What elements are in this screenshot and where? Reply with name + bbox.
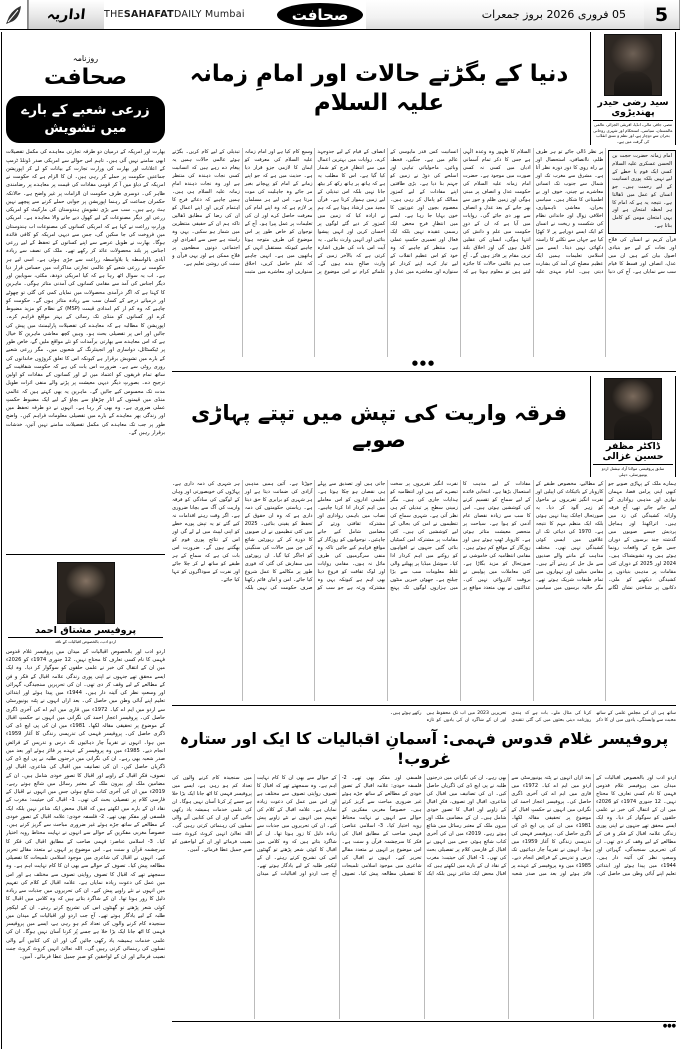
article-third	[172, 710, 676, 1045]
article-main-byline	[590, 32, 676, 145]
author-portrait	[604, 34, 662, 96]
section-label-text: اداریہ	[46, 6, 87, 23]
author-description: مصر، جافر، مالی، انڈیا، افریقی الجزائر، عالمی عالمستان، سیاسی، استحکام اور شہری روحانی بحران سے دوچار ہے، اور نظم و نسق انقلاب کی گرفت میں ہے۔	[593, 121, 673, 145]
english-title	[104, 0, 274, 29]
editorial-brand: صحافت	[43, 65, 128, 90]
pull-quote-box: امام زمانہ حضرت حجت بن الحسن عسکری علیہ السلام کسی ایک قوم یا خطے کے لیے نہیں بلکہ پوری انسانیت کے لیے رحمت ہیں۔ جو انسان کو عمل میں ڈھالتا ہے۔ نتیجہ یہ ہے کہ امام کا ہر لحظہ امتحان ہے اور یہی امتحان مومن کو کامل بناتا ہے۔	[608, 150, 676, 234]
page-body	[0, 30, 680, 1049]
article-second-byline	[590, 376, 676, 477]
sahafat-logo	[274, 0, 366, 29]
article-main	[172, 32, 676, 372]
english-title-pre: THE	[104, 9, 124, 20]
sahafat-logo-text: صحافت	[277, 3, 363, 27]
article-third-pre-strip: ساتھ ہی ان کی مجلسِ علمی کے ساتھ محبت سے وابستگی، یادوں میں ان کا ذکر کرنا کی مثال ملے۔ بات ہے کہ ہندی روزنامہ دینی بحثوں میں کی گئی تنقیدی تحریریں 2023 میں اب تک محفوظ ہیں اور ان کے شاگرد ان کی یادوں کو تازہ رکھے ہوئے ہیں۔	[390, 711, 676, 724]
editorial-headline: زرعی شعبے کے بارے میں تشویش	[6, 96, 165, 143]
main-column	[169, 32, 679, 1049]
article-third-header	[172, 727, 676, 771]
article-third-byline	[6, 560, 165, 645]
editorial-continued-body: اردو ادب اور بالخصوص اقبالیات کے میدان میں پروفیسر غلام قدوس فہمی کا نام کسی تعارف کا محتاج نہیں۔ 12 جنوری 1974ء کو 2026ء میں ان کے انتقال کی خبر نے علمی حلقوں کو سوگوار کر دیا۔ وہ ایک ایسے محقق تھے جنہوں نے اپنی پوری زندگی علامہ اقبال کے فکر و فن کے مطالعے کے لیے وقف کر دی تھی۔ ان کی تحریریں سنجیدگی، گہرائی اور وسعتِ نظر کی آئینہ دار ہیں۔ 1944ء میں پیدا ہوئے اور ابتدائی تعلیم اپنے آبائی وطن میں حاصل کی۔ بعد ازاں انہوں نے پٹنہ یونیورسٹی سے اردو میں ایم اے کیا۔ 1972ء میں قاری میں ایم اے کی آخری ڈگری حاصل کی۔ پروفیسر اعجاز احمد کی نگرانی میں انہوں نے حکمتِ اقبال کے موضوع پر تحقیقی مقالہ لکھا۔ 1981ء میں ان کی پی ایچ ڈی کی ڈگری حاصل کی۔ پروفیسر فہمی کی تدریسی زندگی کا آغاز 1959ء میں ہوا۔ انہوں نے تقریباً چار دہائیوں تک درس و تدریس کے فرائض انجام دیے۔ 1985ء میں وہ پروفیسر کے عہدے پر فائز ہوئے اور بعد میں صدر شعبہ بھی رہے۔ ان کی نگرانی میں درجنوں طلبہ نے پی ایچ ڈی کی ڈگریاں حاصل کیں۔ ان کی تصانیف میں اقبال کی شاعری، اقبال اور تصوف، فکرِ اقبال کے زاویے اور اقبال کا تصورِ خودی شامل ہیں۔ ان کے مضامین ملک اور بیرون ملک کے معتبر رسائل میں شائع ہوتے رہے۔ 2019ء میں ان کی آخری کتاب شائع ہوئی جس میں انہوں نے اقبال کے فارسی کلام پر تفصیلی بحث کی تھی۔ 1- اقبال کی حیثیت: مغرب کے نقاد ان کے بارے میں لکھتے ہیں کہ اقبال محض ایک شاعر نہیں بلکہ ایک فلسفی اور مفکر بھی تھے۔ 2- فلسفہ خودی: علامہ اقبال کے تصورِ خودی کے مطالعے کے ساتھ جڑے ہوئے غیر ضروری مباحث سے گریز کرتے ہیں۔ خصوصاً مغربی مفکرین کے حوالے سے انہوں نے نہایت محتاط رویہ اختیار کیا۔ 3- اسلامی عناصر: فہمی صاحب کے مطابق اقبال کی فکر کا سرچشمہ قرآن و سنت ہے۔ اس موضوع پر انہوں نے متعدد مقالے تحریر کیے۔ انہوں نے اقبال کی شاعری میں موجود اسلامی تلمیحات کا تفصیلی مطالعہ پیش کیا۔ تصوف کے حوالے سے بھی ان کا کام نہایت اہم ہے۔ وہ سمجھتے تھے کہ اقبال کا تصوف روایتی تصوف سے مختلف ہے اور اس میں عمل کی دعوت زیادہ نمایاں ہے۔ علامہ اقبال کے کلام کی تفہیم میں انہوں نے نئے زاویے پیش کیے۔ ان کی تحریروں میں جذبات سے زیادہ دلیل کا زور ہوتا تھا۔ ان کے شاگرد بتاتے ہیں کہ وہ کلاس میں اقبال کا کوئی شعر پڑھتے تو گھنٹوں اس کی تشریح کرتے رہتے۔ ان کے لیکچر طلبہ کے لیے یادگار ہوتے تھے۔ آج جب اردو اور اقبالیات کے میدان میں سنجیدہ کام کرنے والوں کی تعداد کم ہو رہی ہے، ایسے میں پروفیسر فہمی کا اٹھ جانا ایک بڑا خلا ہے جسے پُر کرنا آسان نہیں ہوگا۔ ان کی علمی خدمات ہمیشہ یاد رکھی جائیں گی اور ان کی کتابیں آنے والی نسلوں کی رہنمائی کرتی رہیں گی۔ اللہ تعالیٰ انہیں کروٹ کروٹ جنت نصیب فرمائے اور ان کے لواحقین کو صبرِ جمیل عطا فرمائے۔ آمین۔	[6, 648, 165, 961]
article-third-footer-mark: ●●●	[662, 1023, 676, 1030]
article-main-body	[172, 148, 676, 357]
author-description: سابق پروفیسر، مولانا آزاد نیشنل اردو یونیورسٹی، دہلی	[601, 465, 665, 477]
article-main-title: دنیا کے بگڑتے حالات اور امامِ زمانہ علیہ السلام	[189, 60, 569, 116]
article-main-text: قرآن کریم نے انسان کی فلاح اور نجات کے لیے جو بنیادی اصول بیان کیے ہیں ان میں عدل، انصاف اور قسط کا قیام سب سے نمایاں ہے۔ آج کی دنیا پر نظر ڈالی جائے تو ہر طرف ظلم، ناانصافی، استحصال اور بے راہ روی کا دور دورہ نظر آتا ہے۔ مشرق سے مغرب تک اور شمال سے جنوب تک انسانی معاشرے بے چینی، خوف اور بے اطمینانی کا شکار ہیں۔ سیاسی بحران، معاشی ناہمواری، اخلاقی زوال اور خاندانی نظام کی شکست و ریخت نے انسان کو ایک ایسے دوراہے پر لا کھڑا کیا ہے جہاں سے نکلنے کا راستہ دکھائی نہیں دیتا۔ ایسے میں اسلامی تعلیمات ہمیں ایک عظیم مصلح کی آمد کی بشارت دیتی ہیں۔ امام مہدی علیہ السلام کا ظہور وہ وعدہ الٰہی ہے جس کا ذکر تمام آسمانی ادیان میں کسی نہ کسی صورت میں موجود ہے۔ حضرت امام زمانہ علیہ السلام کی حکومت عدل و انصاف پر مبنی ہوگی اور زمین ظلم و جور سے بھر جانے کے بعد عدل و انصاف سے بھر دی جائے گی۔ روایات میں آیا ہے کہ ان کے دورِ حکومت میں علم و دانش کی انتہا ہوگی، انسان کی عقلیں کامل ہوں گی اور اخلاق بلند ترین مقام پر فائز ہوں گے۔ آج جب ہم عالمی حالات کا جائزہ لیتے ہیں تو معلوم ہوتا ہے کہ انسانیت کس قدر مایوسی کے عالم میں ہے۔ جنگیں، قحط، وبائیں، ماحولیاتی تباہی اور اسلحے کی دوڑ نے زمین کو جہنم بنا دیا ہے۔ بڑی طاقتیں اپنے مفادات کے لیے کمزور ممالک کو پامال کر رہی ہیں۔ معصوم بچوں اور عورتوں کا خون بہایا جا رہا ہے۔ ایسے میں انتظارِ فرج محض ایک رسمی عقیدہ نہیں بلکہ ایک فعال اور تعمیری حکمتِ عملی ہے۔ منتظر کو چاہیے کہ وہ خود کو اس عظیم انقلاب کے لیے تیار کرے، اپنے کردار کو سنوارے اور معاشرے میں عدل و انصاف کے قیام کے لیے جدوجہد کرے۔ روایات میں بہترین اعمال میں سے انتظارِ فرج کو شمار کیا گیا ہے۔ اس کا مطلب یہ ہے کہ ہاتھ پر ہاتھ رکھ کر بیٹھ جانا نہیں بلکہ اس تبدیلی کے لیے زمین ہموار کرنا ہے۔ قرآن مجید میں ارشاد ہوتا ہے کہ ہم نے ارادہ کیا کہ زمین میں کمزور کر دیے گئے لوگوں پر احسان کریں اور انہیں پیشوا بنائیں اور انہیں وارث بنائیں۔ یہ آیت اس بات کی طرف اشارہ کرتی ہے کہ بالآخر زمین کے وارث صالح بندے ہوں گے۔ علمائے کرام نے اس موضوع پر وسیع کام کیا ہے اور امام زمانہ علیہ السلام کی معرفت کو ایمان کا لازمی جزو قرار دیا ہے۔ حدیث میں ہے کہ جو اپنے زمانے کے امام کو پہچانے بغیر مر جائے وہ جاہلیت کی موت مرتا ہے۔ اس لیے ہر مسلمان پر لازم ہے کہ وہ اپنے امام کی معرفت حاصل کرے اور ان کی تعلیمات پر عمل پیرا ہو۔ آج کے نوجوان کو خاص طور پر اس موضوع کی طرف متوجہ ہونا چاہیے کیونکہ مستقبل انہی کے ہاتھوں میں ہے۔ انہیں چاہیے کہ علم حاصل کریں، اخلاق سنواریں اور معاشرے میں مثبت تبدیلی کے لیے کام کریں۔ بگڑتے ہوئے عالمی حالات ہمیں یہ پیغام دے رہے ہیں کہ انسانیت کسی نجات دہندہ کی منتظر ہے اور وہ نجات دہندہ امامِ زمانہ علیہ السلام ہی ہیں۔ ہمیں چاہیے کہ دعائے فرج کا اہتمام کریں اور اپنے اعمال کو ان کی رضا کے مطابق ڈھالیں تاکہ ہم ان کے حقیقی منتظرین میں شمار ہو سکیں۔ یہی وہ راستہ ہے جس سے انفرادی اور اجتماعی دونوں سطحوں پر فلاح ممکن ہے اور یہی قرآن و سنت کی روشن تعلیم ہے۔	[172, 149, 676, 276]
date-line: 05 فروری 2026 بروز جمعرات	[366, 0, 644, 29]
article-main-header	[172, 32, 676, 145]
article-second-title: فرقہ واریت کی تپش میں تپتے پہاڑی صوبے	[190, 401, 567, 452]
editorial-kicker: روزنامہ	[72, 54, 99, 63]
editorial-divider	[6, 554, 165, 555]
section-label	[28, 0, 104, 29]
quill-pen-icon	[0, 0, 28, 29]
article-second	[172, 376, 676, 706]
author-portrait	[57, 562, 115, 624]
article-main-stars: ●●●	[411, 359, 437, 367]
english-title-post: DAILY Mumbai	[173, 9, 245, 20]
masthead	[0, 0, 680, 30]
author-name: سید رضی حیدر پھندیڑوی	[593, 98, 673, 121]
editorial-body: بھارت اور امریکہ کے درمیان دو طرفہ تجارتی معاہدے کی مکمل تفصیلات ابھی سامنے نہیں آئی ہیں۔ تاہم اس حوالے سے امریکی صدر ڈونلڈ ٹرمپ کے اعلانات اور بھارت کی وزارت تجارت کے بیانات کو لے کر اپوزیشن جماعتیں حکومت پر حملے کر رہی ہیں۔ ان کا الزام ہے کہ حکومت نے امریکہ کے دباؤ میں آ کر قومی مفادات کی قیمت پر معاہدے پر رضامندی ظاہر کی۔ دوسری طرف حکومت ان الزامات پر غیر واضح ہے۔ حالانکہ حکمران جماعت کے رہنما اپوزیشن پر جوابی حملے کرنے سے پیچھے نہیں ہٹ رہے ہیں۔ سب سے بڑی تشویش ہندوستان کی مارکیٹ کو امریکی زرعی اور دیگر مصنوعات کے لیے کھول دیے جانے والا معاہدہ ہے۔ امریکی وزارتِ زراعت نے کہا ہے کہ امریکی کسانوں کی مصنوعات اب ہندوستان میں فروخت کی جا سکیں گی، جس سے دیہی امریکہ کو کافی فائدہ ہوگا۔ بھارت نے طویل عرصے سے اپنے کسانوں کے تحفظ کے لیے زرعی اجناس پر بلند محصولات عائد کر رکھے تھے۔ ملک کی نصف سے زیادہ آبادی بالواسطہ یا بلاواسطہ زراعت سے جڑی ہوئی ہے۔ اسی لیے ہر حکومت نے زرعی شعبے کو عالمی تجارتی مذاکرات میں حساس قرار دیا ہے۔ اب یہ سوال اٹھ رہا ہے کہ کیا امریکی دودھ، مکئی، سویابین اور دیگر اجناس کی آمد سے مقامی کسانوں کی آمدنی متاثر ہوگی۔ ماہرین کا کہنا ہے کہ اگر درآمدی محصولات میں نمایاں کمی کی گئی تو چھوٹے اور درمیانے درجے کے کسان سب سے زیادہ متاثر ہوں گے۔ حکومت کو چاہیے کہ وہ کم از کم امدادی قیمت (MSP) کے نظام کو مزید مضبوط کرے اور کسانوں کو منڈی تک رسائی کے بہتر مواقع فراہم کرے۔ اپوزیشن کا مطالبہ ہے کہ معاہدے کی تفصیلات پارلیمنٹ میں پیش کی جائیں اور اس پر تفصیلی بحث ہو۔ وہیں کچھ معاشی ماہرین کا خیال ہے کہ اس معاہدے سے بھارتی برآمدات کو نئے مواقع ملیں گے، خاص طور پر ٹیکسٹائل، دواسازی اور انجینئرنگ کے شعبوں میں۔ مگر زرعی شعبے کے بارے میں تشویش برقرار ہے کیونکہ اس کا تعلق کروڑوں خاندانوں کی روزی روٹی سے ہے۔ ضرورت اس بات کی ہے کہ حکومت شفافیت کے ساتھ تمام فریقوں کو اعتماد میں لے اور کسانوں کے مفادات کو اولین ترجیح دے۔ بصورتِ دیگر دیہی معیشت پر پڑنے والے منفی اثرات طویل مدت تک محسوس کیے جائیں گے۔ ماہرین یہ بھی کہتے ہیں کہ عالمی منڈی میں قیمتوں کے اتار چڑھاؤ سے بچاؤ کے لیے ایک مضبوط حکمتِ عملی ضروری ہے۔ وہ بھی کر رہا ہے۔ انہوں نے دو طرفہ تحفظ میں اور زندگی بھر معاہدے کے بارے میں تفصیلی معلومات فراہم کیں۔ واضح طور پر جب تک معاہدے کی مکمل تفصیلات سامنے نہیں آتیں، خدشات برقرار رہیں گے۔	[6, 149, 165, 436]
article-second-header	[172, 376, 676, 477]
article-third-title: پروفیسر غلام قدوس فہمی: آسمانِ اقبالیات کا ایک اور ستارہ غروب!	[179, 729, 669, 769]
author-portrait	[604, 378, 662, 440]
editorial-column	[1, 32, 169, 1049]
author-name: ڈاکٹر مظفر حسین غزالی	[593, 442, 673, 465]
article-second-body: ہمارے ملک کے پہاڑی صوبے جو کبھی اپنی پرامن فضا، مہمان نوازی اور مذہبی رواداری کے لیے جانے جاتے تھے، آج فرقہ وارانہ کشیدگی کی زد میں ہیں۔ اتراکھنڈ اور ہماچل پردیش جیسے صوبوں میں گذشتہ چند برسوں کے دوران جس طرح کے واقعات رونما ہوئے ہیں وہ تشویشناک ہیں۔ 2024 اور 2025 کے دوران کئی مقامات پر مذہبی بنیادوں پر کشیدگی دیکھنے کو ملی۔ دکانوں پر شناختی نشان لگانے کے مطالبے، مخصوص طبقے کے کاروبار کے بائیکاٹ کی اپیلیں اور نفرت انگیز تقریروں نے ماحول کو زہر آلود کر دیا۔ یہ صورتحال اچانک پیدا نہیں ہوئی بلکہ ایک منظم مہم کا نتیجہ ہے۔ 1970 کی دہائی تک ان علاقوں میں ایسی کوئی کشیدگی نہیں تھی۔ مختلف مذاہب کے ماننے والے صدیوں سے مل جل کر رہتے آئے ہیں۔ مقامی میلوں اور تہواروں میں تمام طبقات شریک ہوتے تھے۔ مگر حالیہ برسوں میں سیاسی مفادات کے لیے مذہب کا استعمال بڑھا ہے۔ انتخابی فائدے کے لیے سماج کو تقسیم کرنے کی کوششیں ہوئی ہیں۔ اس کا سب سے زیادہ نقصان عام آدمی کو ہوا ہے۔ سیاحت پر منحصر معیشت متاثر ہوئی ہے۔ کاروبار ٹھپ ہوئے ہیں اور روزگار کے مواقع کم ہوئے ہیں۔ مقامی انتظامیہ کی خاموشی نے صورتحال کو مزید بگاڑا ہے۔ کئی معاملات میں پولیس نے بروقت کارروائی نہیں کی۔ عدالتوں نے بھی متعدد مواقع پر نفرت انگیز تقریروں پر سخت تبصرے کیے ہیں اور انتظامیہ کو ہدایات جاری کی ہیں۔ مگر زمینی سطح پر تبدیلی کم ہی نظر آتی ہے۔ شہری سماج کی تنظیموں نے امن کی بحالی کے لیے کوششیں کی ہیں۔ کئی مقامات پر مشترکہ امن کمیٹیاں بنائی گئیں جنہوں نے افواہوں کو روکنے میں اہم کردار ادا کیا۔ سوشل میڈیا پر پھیلنے والی غلط معلومات سب سے بڑا چیلنج ہے۔ جھوٹی خبریں منٹوں میں ہزاروں لوگوں تک پہنچ جاتی ہیں اور تصدیق سے پہلے ہی نقصان ہو چکا ہوتا ہے۔ تعلیمی اداروں کو اس معاملے میں اہم کردار ادا کرنا چاہیے۔ نصاب میں باہمی رواداری اور مشترکہ ثقافتی ورثے کے مضامین شامل کیے جانے چاہئیں۔ نوجوانوں کو روزگار کے مواقع فراہم کیے جائیں تاکہ وہ منفی سرگرمیوں کی طرف مائل نہ ہوں۔ مقامی روایات اور لوک ثقافت کو فروغ دینا بھی اہم ہے کیونکہ یہی وہ مشترکہ ورثہ ہے جو سب کو جوڑتا ہے۔ آئین ہمیں مذہبی آزادی کی ضمانت دیتا ہے اور ہر شہری کو برابری کا حق دیتا ہے۔ ریاستی حکومتوں کی ذمہ داری ہے کہ وہ ان حقوق کے تحفظ کو یقینی بنائیں۔ 2025 میں کئی تنظیموں نے ان صوبوں کا دورہ کر کے رپورٹیں شائع کیں جن میں حالات کی سنگینی کو اجاگر کیا گیا۔ ان رپورٹوں میں سفارش کی گئی کہ فوری طور پر مکالمے کا عمل شروع کیا جائے۔ امن و امان قائم رکھنا صرف حکومت کی نہیں بلکہ ہر شہری کی ذمہ داری ہے۔ پہاڑوں کی خوبصورتی اور وہاں کے لوگوں کی سادگی کو فرقہ واریت کی آگ سے بچانا ضروری ہے۔ اگر وقت رہتے اقدامات نہ کیے گئے تو یہ تپش پورے خطے کو اپنی لپیٹ میں لے لے گی اور اس کے نتائج پوری قوم کو بھگتنے ہوں گے۔ ضرورت اس بات کی ہے کہ سماج کے ہر طبقے کو ساتھ لے کر چلا جائے اور نفرت کے سوداگروں کو تنہا کیا جائے۔	[172, 481, 676, 592]
page-number: 5	[644, 0, 680, 29]
author-description: اردو ادب، بالخصوص اقبالیات کے ناقد	[54, 639, 117, 645]
article-third-body: اردو ادب اور بالخصوص اقبالیات کے میدان میں پروفیسر غلام قدوس فہمی کا نام کسی تعارف کا محتاج نہیں۔ 12 جنوری 1974ء کو 2026ء میں ان کے انتقال کی خبر نے علمی حلقوں کو سوگوار کر دیا۔ وہ ایک ایسے محقق تھے جنہوں نے اپنی پوری زندگی علامہ اقبال کے فکر و فن کے مطالعے کے لیے وقف کر دی تھی۔ ان کی تحریریں سنجیدگی، گہرائی اور وسعتِ نظر کی آئینہ دار ہیں۔ 1944ء میں پیدا ہوئے اور ابتدائی تعلیم اپنے آبائی وطن میں حاصل کی۔ بعد ازاں انہوں نے پٹنہ یونیورسٹی سے اردو میں ایم اے کیا۔ 1972ء میں قاری میں ایم اے کی آخری ڈگری حاصل کی۔ پروفیسر اعجاز احمد کی نگرانی میں انہوں نے حکمتِ اقبال کے موضوع پر تحقیقی مقالہ لکھا۔ 1981ء میں ان کی پی ایچ ڈی کی ڈگری حاصل کی۔ پروفیسر فہمی کی تدریسی زندگی کا آغاز 1959ء میں ہوا۔ انہوں نے تقریباً چار دہائیوں تک درس و تدریس کے فرائض انجام دیے۔ 1985ء میں وہ پروفیسر کے عہدے پر فائز ہوئے اور بعد میں صدر شعبہ بھی رہے۔ ان کی نگرانی میں درجنوں طلبہ نے پی ایچ ڈی کی ڈگریاں حاصل کیں۔ ان کی تصانیف میں اقبال کی شاعری، اقبال اور تصوف، فکرِ اقبال کے زاویے اور اقبال کا تصورِ خودی شامل ہیں۔ ان کے مضامین ملک اور بیرون ملک کے معتبر رسائل میں شائع ہوتے رہے۔ 2019ء میں ان کی آخری کتاب شائع ہوئی جس میں انہوں نے اقبال کے فارسی کلام پر تفصیلی بحث کی تھی۔ 1- اقبال کی حیثیت: مغرب کے نقاد ان کے بارے میں لکھتے ہیں کہ اقبال محض ایک شاعر نہیں بلکہ ایک فلسفی اور مفکر بھی تھے۔ 2- فلسفہ خودی: علامہ اقبال کے تصورِ خودی کے مطالعے کے ساتھ جڑے ہوئے غیر ضروری مباحث سے گریز کرتے ہیں۔ خصوصاً مغربی مفکرین کے حوالے سے انہوں نے نہایت محتاط رویہ اختیار کیا۔ 3- اسلامی عناصر: فہمی صاحب کے مطابق اقبال کی فکر کا سرچشمہ قرآن و سنت ہے۔ اس موضوع پر انہوں نے متعدد مقالے تحریر کیے۔ انہوں نے اقبال کی شاعری میں موجود اسلامی تلمیحات کا تفصیلی مطالعہ پیش کیا۔ تصوف کے حوالے سے بھی ان کا کام نہایت اہم ہے۔ وہ سمجھتے تھے کہ اقبال کا تصوف روایتی تصوف سے مختلف ہے اور اس میں عمل کی دعوت زیادہ نمایاں ہے۔ علامہ اقبال کے کلام کی تفہیم میں انہوں نے نئے زاویے پیش کیے۔ ان کی تحریروں میں جذبات سے زیادہ دلیل کا زور ہوتا تھا۔ ان کے شاگرد بتاتے ہیں کہ وہ کلاس میں اقبال کا کوئی شعر پڑھتے تو گھنٹوں اس کی تشریح کرتے رہتے۔ ان کے لیکچر طلبہ کے لیے یادگار ہوتے تھے۔ آج جب اردو اور اقبالیات کے میدان میں سنجیدہ کام کرنے والوں کی تعداد کم ہو رہی ہے، ایسے میں پروفیسر فہمی کا اٹھ جانا ایک بڑا خلا ہے جسے پُر کرنا آسان نہیں ہوگا۔ ان کی علمی خدمات ہمیشہ یاد رکھی جائیں گی اور ان کی کتابیں آنے والی نسلوں کی رہنمائی کرتی رہیں گی۔ اللہ تعالیٰ انہیں کروٹ کروٹ جنت نصیب فرمائے اور ان کے لواحقین کو صبرِ جمیل عطا فرمائے۔ آمین۔	[172, 775, 676, 878]
english-title-bold: SAHAFAT	[123, 9, 174, 20]
author-name: پروفیسر مشتاق احمد	[8, 626, 163, 638]
